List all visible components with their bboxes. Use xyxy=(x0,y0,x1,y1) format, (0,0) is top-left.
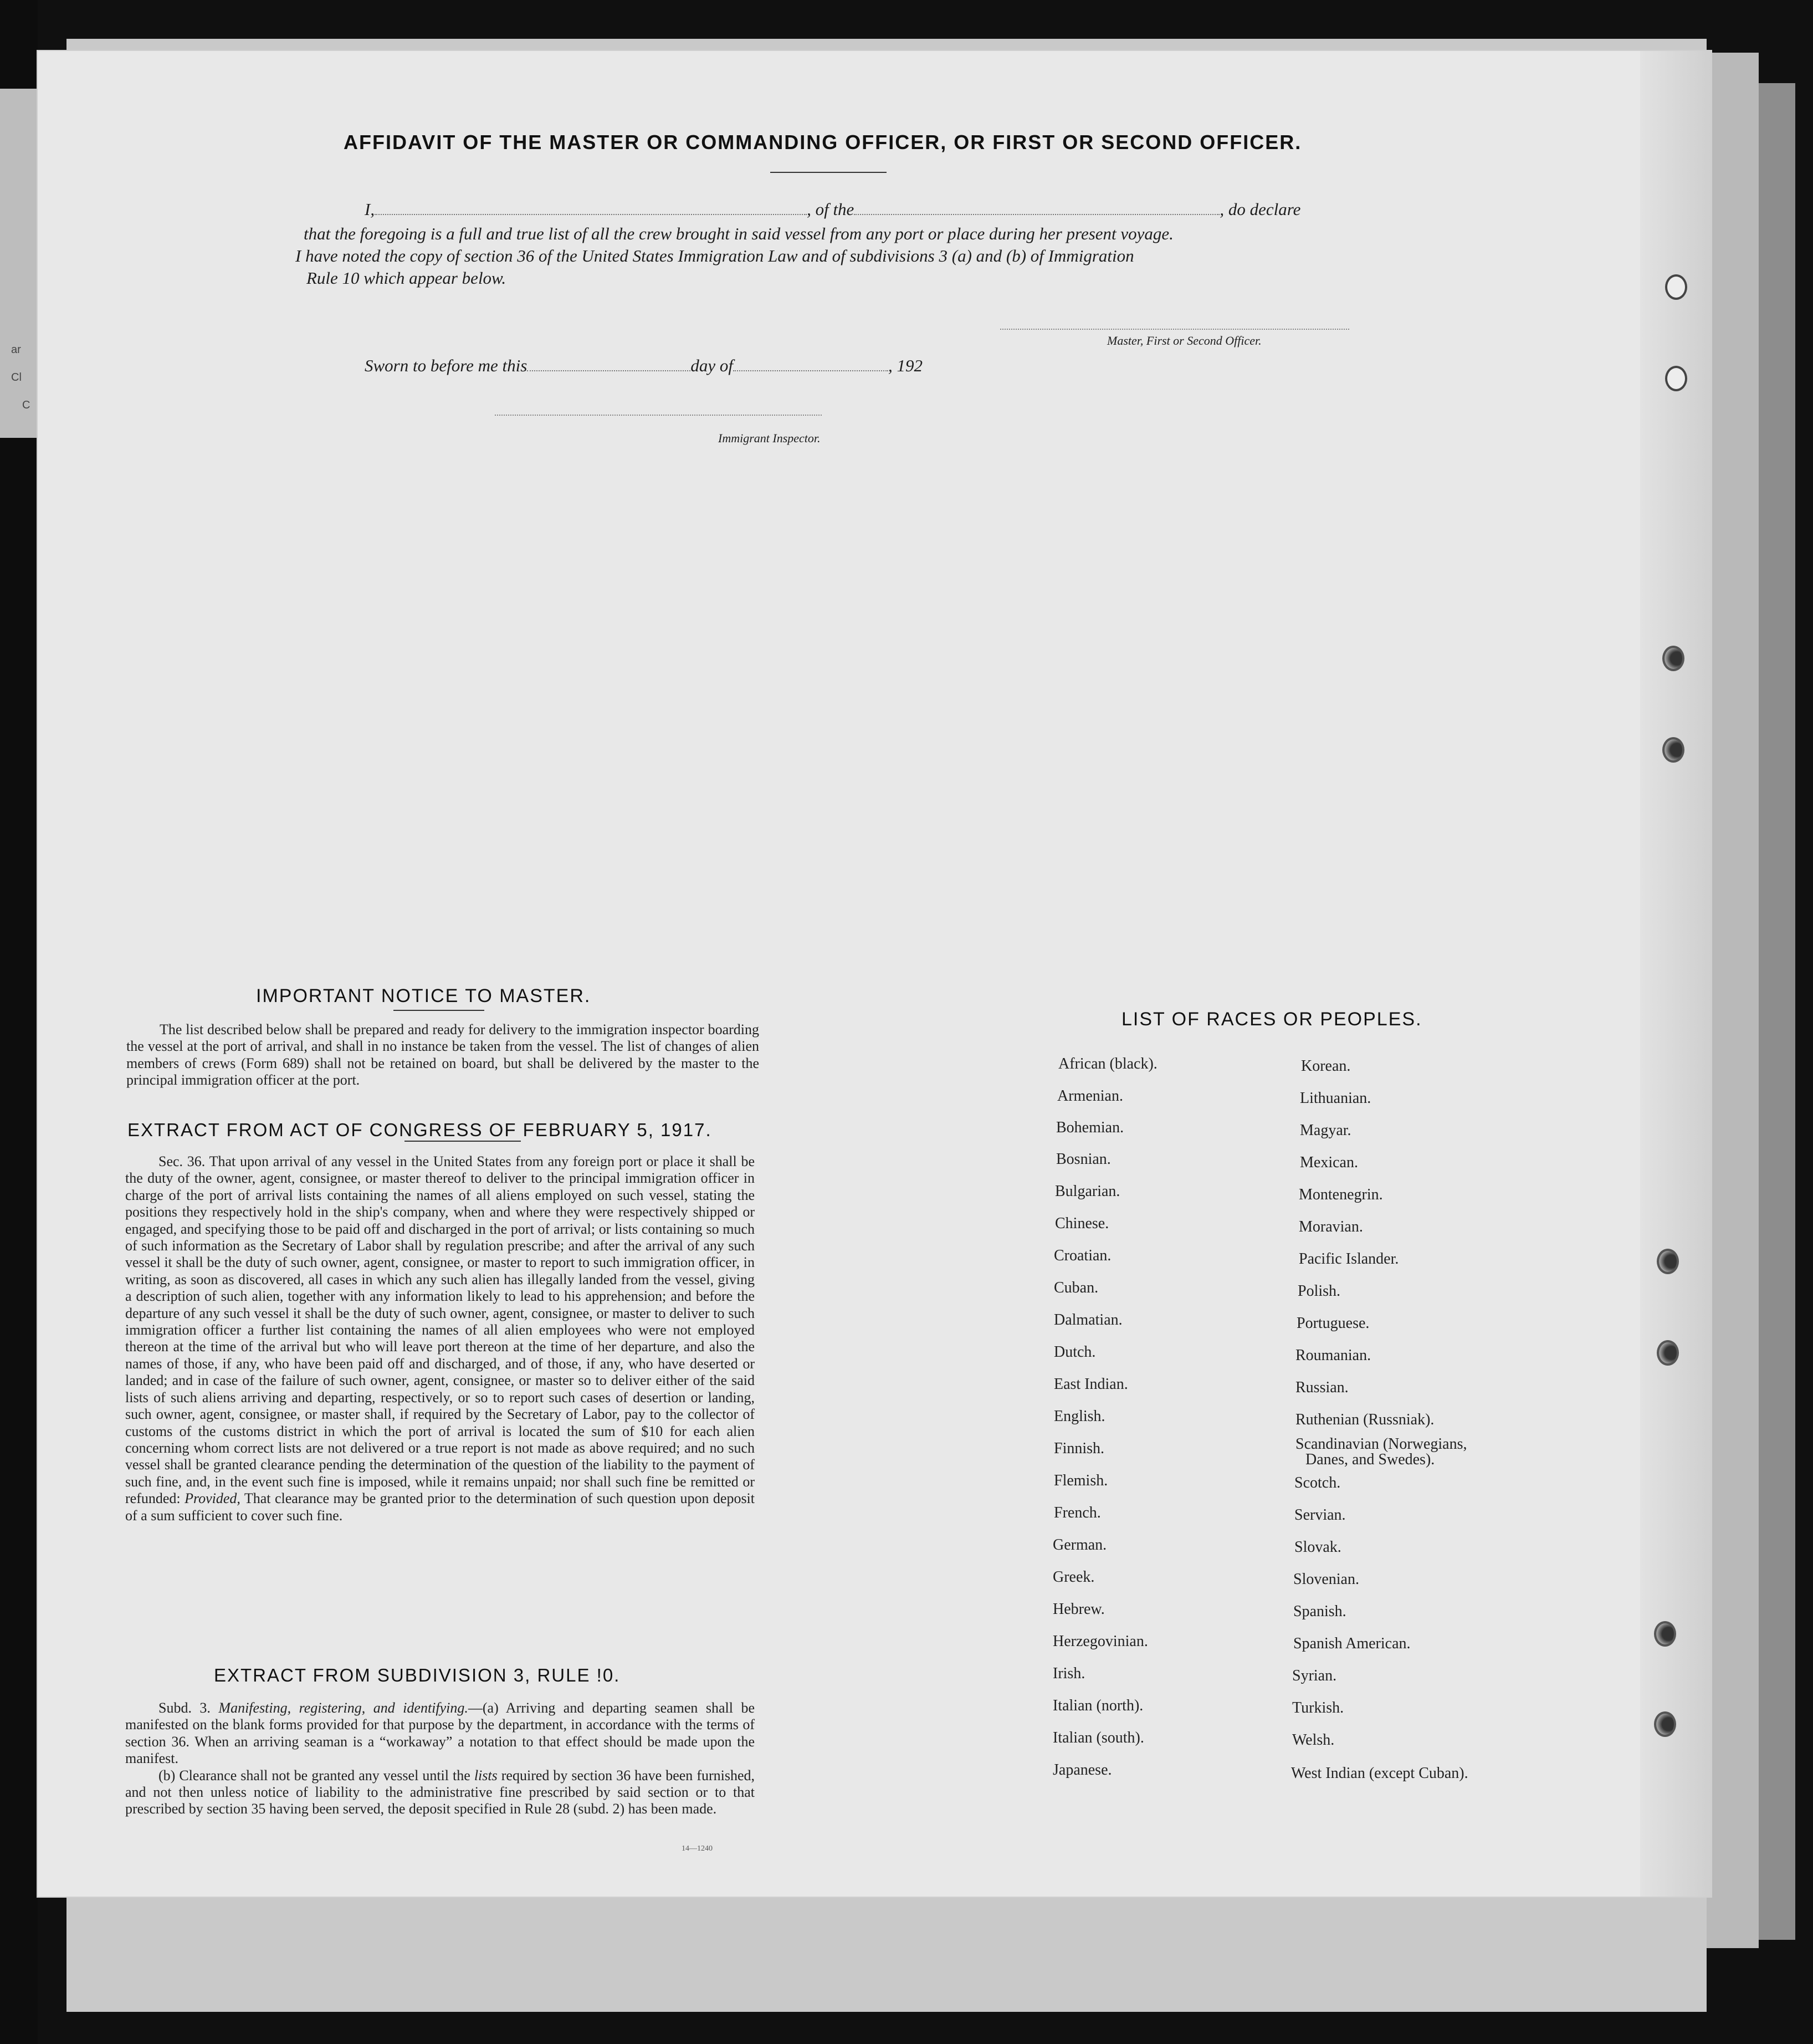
affidavit-of-the: , of the xyxy=(807,200,854,219)
rule-title: EXTRACT FROM SUBDIVISION 3, RULE !0. xyxy=(214,1665,621,1685)
race-item: Dalmatian. xyxy=(1054,1311,1123,1328)
race-item: East Indian. xyxy=(1054,1376,1128,1393)
rule-b-text xyxy=(125,1767,755,1818)
affidavit-i: I, xyxy=(365,200,375,219)
race-item: Magyar. xyxy=(1300,1122,1351,1139)
races-title: LIST OF RACES OR PEOPLES. xyxy=(1121,1009,1422,1030)
punch-hole-icon xyxy=(1665,366,1687,391)
inspector-signature-line xyxy=(495,415,822,416)
race-item: German. xyxy=(1053,1536,1107,1554)
rule-subdivision-3 xyxy=(125,1700,755,1818)
race-item: Finnish. xyxy=(1054,1440,1105,1457)
race-item: Hebrew. xyxy=(1053,1601,1105,1618)
affidavit-line-3: I have noted the copy of section 36 of the United States Immigration Law and of subdivisions 3 (a) and (b) of Immigration xyxy=(295,246,1134,265)
month-blank xyxy=(733,370,888,371)
race-item: Korean. xyxy=(1301,1057,1351,1075)
race-item: Irish. xyxy=(1053,1665,1085,1682)
vessel-blank xyxy=(854,214,1220,215)
section-body: That upon arrival of any vessel in the United States from any foreign port or place it shall be the duty of the owner, agent, consignee, or master thereof to deliver to the principal immigration officer in charge of the port of arrival lists containing the names of all aliens employed on such vessel, stating the positions they respectively hold in the ship's company, when and where they were respectively shipped or engaged, and specifying those to be paid off and discharged in the port of arrival; or lists containing so much of such information as the Secretary of Labor shall by regulation prescribe; and after the arrival of any such vessel it shall be the duty of such owner, agent, consignee, or master to report to such immigration officer, in writing, as soon as discovered, all cases in which any such alien has illegally landed from the vessel, giving a description of such alien, together with any information likely to lead to his apprehension; and before the departure of any such vessel it shall be the duty of such owner, agent, consignee, or master to deliver to such immigration officer a further list containing the names of all alien employees who were not employed thereon at the time of the arrival but who will leave port thereon at the time of her departure, and also the names of those, if any, who have been paid off and discharged, and of those, if any, who have deserted or landed; and in case of the failure of such owner, agent, consignee, or master so to deliver either of the said lists of such aliens arriving and departing, respectively, or so to report such cases of desertion or landing, such owner, agent, consignee, or master shall, if required by the Secretary of Labor, pay to the collector of customs of the customs district in which the port of arrival is located the sum of $10 for each alien concerning whom correct lists are not delivered or a true report is not made as above required; and no such vessel shall be granted clearance pending the determination of the question of the liability to the payment of such fine, and, in the event such fine is imposed, while it remains unpaid; nor shall such fine be remitted or refunded: xyxy=(125,1153,755,1507)
race-item: West Indian (except Cuban). xyxy=(1291,1765,1468,1782)
race-item: Armenian. xyxy=(1057,1087,1123,1105)
name-blank xyxy=(375,214,807,215)
race-item: Scandinavian (Norwegians, xyxy=(1295,1435,1467,1453)
race-item: Polish. xyxy=(1298,1282,1341,1300)
affidavit-declare: , do declare xyxy=(1220,200,1301,219)
punch-hole-icon xyxy=(1657,1340,1679,1366)
race-item: Chinese. xyxy=(1055,1215,1109,1232)
notice-title-underline xyxy=(393,1010,484,1011)
race-item-continued: Danes, and Swedes). xyxy=(1305,1451,1435,1468)
notice-paragraph xyxy=(126,1021,759,1089)
race-item: Montenegrin. xyxy=(1299,1186,1383,1203)
subd-heading: Manifesting, registering, and identifying. xyxy=(218,1700,468,1716)
sworn-text: Sworn to before me this xyxy=(365,356,527,375)
race-item: Flemish. xyxy=(1054,1472,1108,1489)
race-item: Portuguese. xyxy=(1297,1315,1370,1332)
race-item: Greek. xyxy=(1053,1568,1095,1586)
race-item: Italian (north). xyxy=(1053,1697,1144,1714)
rule-a-text xyxy=(125,1700,755,1767)
race-item: Spanish. xyxy=(1293,1603,1346,1620)
race-item: Welsh. xyxy=(1292,1731,1335,1749)
race-item: Slovak. xyxy=(1294,1539,1341,1556)
document-page xyxy=(38,51,1711,1897)
punch-hole-icon xyxy=(1665,274,1687,300)
race-item: Moravian. xyxy=(1299,1218,1363,1235)
race-item: Cuban. xyxy=(1054,1279,1099,1296)
affidavit-line-4: Rule 10 which appear below. xyxy=(306,268,506,288)
affidavit-line-1 xyxy=(365,200,1300,219)
punch-hole-icon xyxy=(1654,1711,1676,1737)
race-item: Bohemian. xyxy=(1056,1119,1124,1136)
act-text xyxy=(125,1153,755,1524)
section-label: Sec. 36. xyxy=(158,1153,206,1169)
proviso-text: That clearance may be granted prior to the determination of such question upon deposit of a sum sufficient to cover such fine. xyxy=(125,1490,755,1524)
act-section-36 xyxy=(125,1153,755,1524)
race-item: Bosnian. xyxy=(1056,1151,1111,1168)
race-item: Russian. xyxy=(1295,1379,1349,1396)
race-item: African (black). xyxy=(1058,1055,1158,1072)
race-item: Bulgarian. xyxy=(1055,1183,1120,1200)
affidavit-line-2: that the foregoing is a full and true list of all the crew brought in said vessel from any port or place during her present voyage. xyxy=(304,224,1174,243)
inspector-caption: Immigrant Inspector. xyxy=(718,431,821,445)
race-item: Spanish American. xyxy=(1293,1635,1411,1652)
race-item: Roumanian. xyxy=(1295,1347,1371,1364)
page-edge-shade xyxy=(1640,51,1711,1897)
race-item: Japanese. xyxy=(1053,1761,1112,1779)
punch-hole-icon xyxy=(1654,1621,1676,1647)
affidavit-title: AFFIDAVIT OF THE MASTER OR COMMANDING OFFICER, OR FIRST OR SECOND OFFICER. xyxy=(344,131,1302,154)
subd-b-lists: lists xyxy=(474,1767,498,1784)
signature-line xyxy=(1000,329,1349,330)
race-item: Dutch. xyxy=(1054,1343,1096,1361)
race-item: Herzegovinian. xyxy=(1053,1633,1148,1650)
day-of-text: day of xyxy=(690,356,733,375)
race-item: Turkish. xyxy=(1292,1699,1344,1716)
sworn-line xyxy=(365,356,923,376)
race-item: Croatian. xyxy=(1054,1247,1112,1264)
subd-a: —(a) Arriving and departing seamen shall be manifested on the blank forms provided for that purpose by the department, in accordance with the terms of section 36. When an arriving seaman is a “workaway” a notation to that effect should be made upon the manifest. xyxy=(125,1700,755,1767)
race-item: Servian. xyxy=(1294,1506,1346,1524)
punch-hole-icon xyxy=(1657,1249,1679,1274)
signature-caption: Master, First or Second Officer. xyxy=(1107,334,1262,348)
race-item: French. xyxy=(1054,1504,1101,1521)
subd-b-1: (b) Clearance shall not be granted any vessel until the xyxy=(158,1767,470,1784)
race-item: Mexican. xyxy=(1300,1154,1358,1171)
subd-label: Subd. 3. xyxy=(158,1700,211,1716)
notice-title: IMPORTANT NOTICE TO MASTER. xyxy=(256,985,591,1006)
notice-text: The list described below shall be prepared and ready for delivery to the immigration inspector boarding the vessel at the port of arrival, and shall in no instance be taken from the vessel. The list of changes of alien members of crews (Form 689) shall not be retained on board, but shall be delivered by the master to the principal immigration officer at the port. xyxy=(126,1021,759,1089)
race-item: Ruthenian (Russniak). xyxy=(1295,1411,1435,1428)
race-item: English. xyxy=(1054,1408,1105,1425)
margin-fragment: Cl xyxy=(11,371,22,384)
race-item: Italian (south). xyxy=(1053,1729,1144,1746)
subd-b-2: required by section 36 have been furnished, and not then unless notice of liability to the administrative fine prescribed by said section or to that prescribed by section 35 having been served, the deposit specified in Rule 28 (subd. 2) has been made. xyxy=(125,1767,755,1817)
margin-fragment: C xyxy=(22,399,30,411)
punch-hole-icon xyxy=(1662,737,1684,763)
race-item: Scotch. xyxy=(1294,1474,1341,1491)
margin-fragment: ar xyxy=(11,344,21,356)
race-item: Lithuanian. xyxy=(1300,1090,1371,1107)
day-blank xyxy=(527,370,690,371)
race-item: Pacific Islander. xyxy=(1299,1250,1399,1268)
form-code: 14—1240 xyxy=(682,1844,713,1853)
proviso-word: Provided, xyxy=(185,1490,240,1507)
act-title: EXTRACT FROM ACT OF CONGRESS OF FEBRUARY 5, 1917. xyxy=(127,1120,712,1140)
race-item: Slovenian. xyxy=(1293,1571,1359,1588)
title-rule xyxy=(770,172,887,173)
punch-hole-icon xyxy=(1662,646,1684,671)
year-text: , 192 xyxy=(888,356,923,375)
race-item: Syrian. xyxy=(1292,1667,1337,1684)
act-title-underline xyxy=(404,1141,521,1142)
